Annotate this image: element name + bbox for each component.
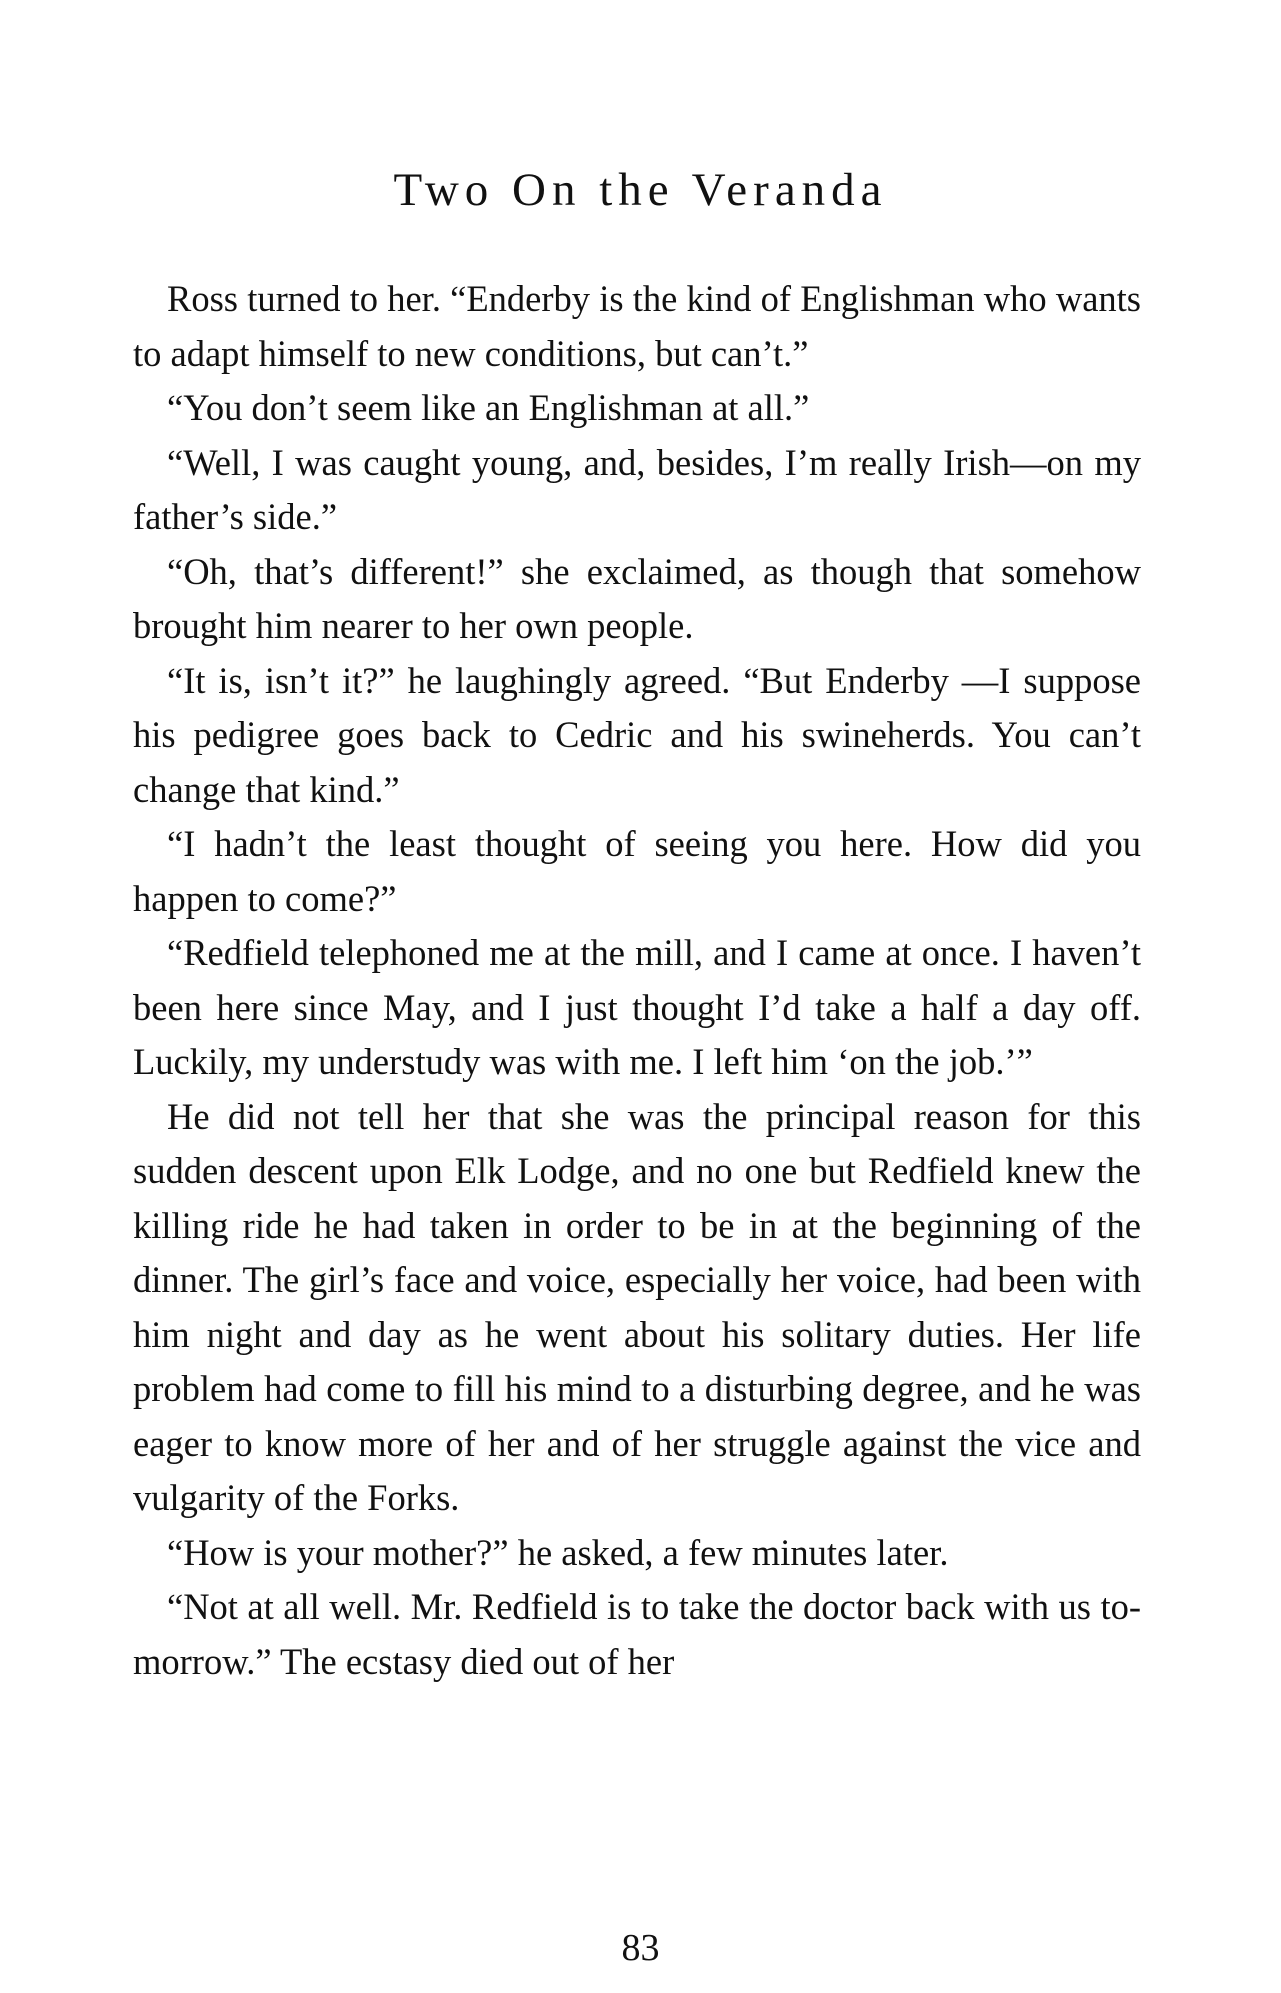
paragraph: “Well, I was caught young, and, besides, I’m really Irish—on my father’s side.”: [133, 441, 1141, 537]
paragraph: “Not at all well. Mr. Redfield is to take the doctor back with us to-morrow.” The ecstasy died out of her: [133, 1586, 1141, 1682]
paragraph: “You don’t seem like an Englishman at all.”: [167, 387, 810, 428]
body-text: [133, 272, 1141, 1689]
paragraph: “Redfield telephoned me at the mill, and I came at once. I haven’t been here since May, and I just thought I’d take a half a day off. Luckily, my understudy was with me. I left him ‘on the job.’”: [133, 932, 1141, 1082]
paragraph: Ross turned to her. “Enderby is the kind of Englishman who wants to adapt himself to new conditions, but can’t.”: [133, 278, 1141, 374]
paragraph: “Oh, that’s different!” she exclaimed, as though that somehow brought him nearer to her own people.: [133, 550, 1141, 646]
paragraph: “I hadn’t the least thought of seeing you here. How did you happen to come?”: [133, 823, 1141, 919]
page-number: 83: [621, 1927, 660, 1969]
paragraph: “It is, isn’t it?” he laughingly agreed. “But Enderby —I suppose his pedigree goes back to Cedric and his swineherds. You can’t change that kind.”: [133, 659, 1141, 810]
paragraph: “How is your mother?” he asked, a few minutes later.: [167, 1531, 949, 1573]
paragraph: He did not tell her that she was the principal reason for this sudden descent upon Elk Lodge, and no one but Redfield knew the killing ride he had taken in order to be in at the beginning of the dinner. The girl’s face and voice, especially her voice, had been with him night and day as he went about his solitary duties. Her life problem had come to fill his mind to a disturbing degree, and he was eager to know more of her and of her struggle against the vice and vulgarity of the Forks.: [133, 1095, 1141, 1518]
running-head: Two On the Veranda: [393, 164, 888, 216]
